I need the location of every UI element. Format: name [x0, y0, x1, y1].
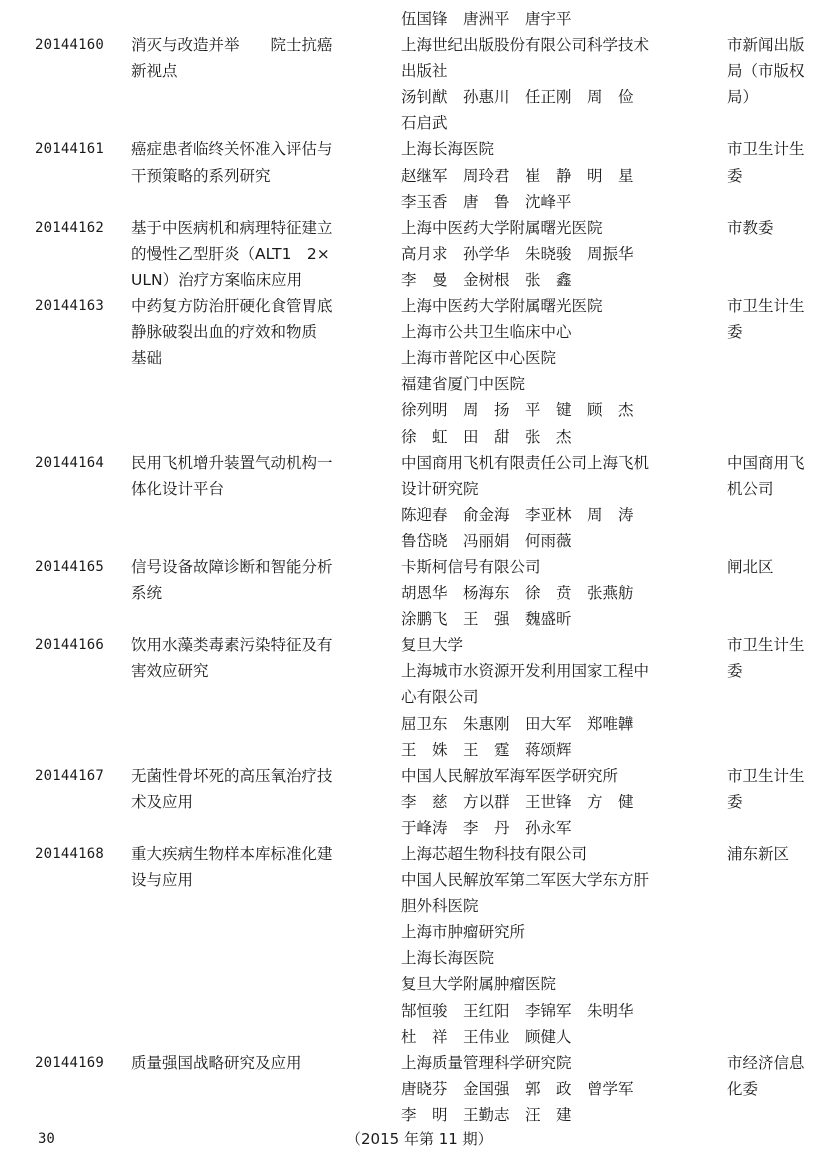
- entry-first-line: [0, 1050, 827, 1076]
- project-title: 害效应研究: [131, 662, 209, 681]
- entry-line: [0, 345, 827, 371]
- organization-or-names: 设计研究院: [401, 479, 479, 498]
- entry-line: [0, 580, 827, 606]
- entry-number: 20144164: [35, 454, 105, 471]
- organization-or-names: 郜恒骏 王红阳 李锦军 朱明华: [401, 1001, 634, 1020]
- entry-line: [0, 711, 827, 737]
- recommending-department: 中国商用飞: [727, 453, 805, 472]
- entry-first-line: [0, 554, 827, 580]
- project-title: 癌症患者临终关怀准入评估与: [131, 140, 333, 159]
- project-title: 基础: [131, 349, 163, 368]
- organization-or-names: 胆外科医院: [401, 897, 479, 916]
- organization-or-names: 屈卫东 朱惠刚 田大军 郑唯韡: [401, 714, 634, 733]
- recommending-department: 委: [727, 792, 743, 811]
- organization-or-names: 上海中医药大学附属曙光医院: [401, 297, 603, 316]
- entry-first-line: [0, 450, 827, 476]
- project-title: 消灭与改造并举 院士抗癌: [131, 36, 333, 55]
- recommending-department: 委: [727, 166, 743, 185]
- project-title: 的慢性乙型肝炎（ALT1 2×: [131, 244, 330, 263]
- organization-or-names: 上海市肿瘤研究所: [401, 923, 526, 942]
- recommending-department: 委: [727, 323, 743, 342]
- project-title: 中药复方防治肝硬化食管胃底: [131, 297, 333, 316]
- entry-line: [0, 84, 827, 110]
- organization-or-names: 陈迎春 俞金海 李亚林 周 涛: [401, 505, 634, 524]
- entry-line: [0, 371, 827, 397]
- entry-number: 20144168: [35, 846, 105, 862]
- entry-line: [0, 893, 827, 919]
- entry-line: [0, 163, 827, 189]
- recommending-department: 市经济信息: [727, 1053, 805, 1072]
- organization-or-names: 上海芯超生物科技有限公司: [401, 845, 588, 863]
- organization-or-names: 心有限公司: [401, 688, 479, 707]
- organization-or-names: 于峰涛 李 丹 孙永军: [401, 818, 572, 837]
- project-title: 体化设计平台: [131, 479, 225, 498]
- project-title: 干预策略的系列研究: [131, 166, 271, 185]
- organization-or-names: 上海长海医院: [401, 140, 495, 159]
- project-title: 民用飞机增升装置气动机构一: [131, 453, 333, 472]
- recommending-department: 市卫生计生: [727, 297, 805, 316]
- entry-line: [0, 424, 827, 450]
- organization-or-names: 李 明 王勤志 汪 建: [401, 1105, 572, 1124]
- organization-or-names: 福建省厦门中医院: [401, 375, 526, 394]
- issue-label: （2015 年第 11 期）: [346, 1130, 493, 1148]
- recommending-department: 市新闻出版: [727, 36, 805, 55]
- entry-first-line: [0, 32, 827, 58]
- project-title: 基于中医病机和病理特征建立: [131, 218, 333, 237]
- recommending-department: 机公司: [727, 479, 774, 498]
- recommending-department: 市卫生计生: [727, 766, 805, 785]
- organization-or-names: 复旦大学附属肿瘤医院: [401, 975, 557, 994]
- organization-or-names: 胡恩华 杨海东 徐 贲 张燕舫: [401, 584, 634, 603]
- entry-line: [0, 919, 827, 945]
- project-title: 新视点: [131, 62, 178, 81]
- entry-first-line: [0, 136, 827, 162]
- recommending-department: 市卫生计生: [727, 636, 805, 655]
- organization-or-names: 李 曼 金树根 张 鑫: [401, 270, 572, 289]
- entry-line: [0, 110, 827, 136]
- project-title: 系统: [131, 584, 163, 603]
- entry-line: [0, 241, 827, 267]
- entry-line: [0, 684, 827, 710]
- entry-line: [0, 945, 827, 971]
- entry-first-line: [0, 215, 827, 241]
- entry-line: [0, 319, 827, 345]
- entry-line: [0, 58, 827, 84]
- organization-or-names: 中国人民解放军海军医学研究所: [401, 766, 619, 785]
- organization-or-names: 复旦大学: [401, 636, 464, 655]
- organization-or-names: 中国商用飞机有限责任公司上海飞机: [401, 453, 650, 472]
- entry-first-line: [0, 841, 827, 867]
- entry-number: 20144162: [35, 219, 105, 236]
- recommending-department: 局（市版权: [727, 62, 805, 81]
- organization-or-names: 王 姝 王 霆 蒋颂辉: [401, 740, 572, 759]
- organization-or-names: 上海中医药大学附属曙光医院: [401, 218, 603, 237]
- organization-or-names: 上海城市水资源开发利用国家工程中: [401, 662, 650, 681]
- entry-number: 20144169: [35, 1054, 105, 1071]
- project-title: ULN）治疗方案临床应用: [131, 270, 303, 289]
- entry-line: [0, 867, 827, 893]
- entry-line: [0, 6, 827, 32]
- entry-number: 20144166: [35, 637, 105, 654]
- organization-or-names: 出版社: [401, 62, 448, 81]
- recommending-department: 市卫生计生: [727, 140, 805, 159]
- project-title: 重大疾病生物样本库标准化建: [131, 845, 333, 863]
- recommending-department: 浦东新区: [727, 845, 790, 863]
- entry-number: 20144167: [35, 767, 105, 784]
- organization-or-names: 石启武: [401, 114, 448, 133]
- entry-line: [0, 606, 827, 632]
- organization-or-names: 上海世纪出版股份有限公司科学技术: [401, 36, 650, 55]
- organization-or-names: 杜 祥 王伟业 顾健人: [401, 1027, 572, 1046]
- entry-number: 20144160: [35, 37, 105, 54]
- entry-line: [0, 502, 827, 528]
- entry-line: [0, 789, 827, 815]
- entry-number: 20144165: [35, 558, 105, 575]
- entry-line: [0, 737, 827, 763]
- entry-number: 20144161: [35, 141, 105, 158]
- project-title: 术及应用: [131, 792, 194, 811]
- entry-first-line: [0, 632, 827, 658]
- recommending-department: 闸北区: [727, 557, 774, 576]
- entry-first-line: [0, 293, 827, 319]
- entry-line: [0, 528, 827, 554]
- entry-line: [0, 189, 827, 215]
- organization-or-names: 上海质量管理科学研究院: [401, 1053, 572, 1072]
- organization-or-names: 徐列明 周 扬 平 键 顾 杰: [401, 401, 634, 420]
- entry-line: [0, 815, 827, 841]
- award-table: [0, 6, 827, 1128]
- entry-line: [0, 1076, 827, 1102]
- organization-or-names: 徐 虹 田 甜 张 杰: [401, 427, 572, 446]
- entry-line: [0, 267, 827, 293]
- recommending-department: 市教委: [727, 218, 774, 237]
- entry-number: 20144163: [35, 298, 105, 315]
- recommending-department: 委: [727, 662, 743, 681]
- recommending-department: 化委: [727, 1079, 759, 1098]
- entry-first-line: [0, 763, 827, 789]
- organization-or-names: 上海市公共卫生临床中心: [401, 323, 572, 342]
- page-footer: [0, 1127, 827, 1151]
- organization-or-names: 高月求 孙学华 朱晓骏 周振华: [401, 244, 634, 263]
- entry-line: [0, 1024, 827, 1050]
- project-title: 信号设备故障诊断和智能分析: [131, 557, 333, 576]
- organization-or-names: 涂鹏飞 王 强 魏盛昕: [401, 610, 572, 629]
- entry-line: [0, 998, 827, 1024]
- project-title: 质量强国战略研究及应用: [131, 1053, 302, 1072]
- project-title: 饮用水藻类毒素污染特征及有: [131, 636, 333, 655]
- organization-or-names: 唐晓芬 金国强 郭 政 曾学军: [401, 1079, 634, 1098]
- organization-or-names: 上海长海医院: [401, 949, 495, 968]
- organization-or-names: 卡斯柯信号有限公司: [401, 557, 541, 576]
- project-title: 静脉破裂出血的疗效和物质: [131, 323, 318, 342]
- entry-line: [0, 658, 827, 684]
- page-number: 30: [38, 1131, 55, 1147]
- project-title: 无菌性骨坏死的高压氧治疗技: [131, 766, 333, 785]
- recommending-department: 局）: [727, 88, 759, 107]
- project-title: 设与应用: [131, 871, 194, 890]
- organization-or-names: 中国人民解放军第二军医大学东方肝: [401, 871, 650, 890]
- organization-or-names: 汤钊猷 孙惠川 任正刚 周 俭: [401, 88, 634, 107]
- entry-line: [0, 971, 827, 997]
- entry-line: [0, 1102, 827, 1128]
- entry-line: [0, 397, 827, 423]
- entry-line: [0, 476, 827, 502]
- organization-or-names: 赵继军 周玲君 崔 静 明 星: [401, 166, 634, 185]
- organization-or-names: 鲁岱晓 冯丽娟 何雨薇: [401, 531, 572, 550]
- organization-or-names: 伍国锋 唐洲平 唐宇平: [401, 10, 572, 28]
- organization-or-names: 李玉香 唐 鲁 沈峰平: [401, 192, 572, 211]
- organization-or-names: 李 慈 方以群 王世锋 方 健: [401, 792, 634, 811]
- organization-or-names: 上海市普陀区中心医院: [401, 349, 557, 368]
